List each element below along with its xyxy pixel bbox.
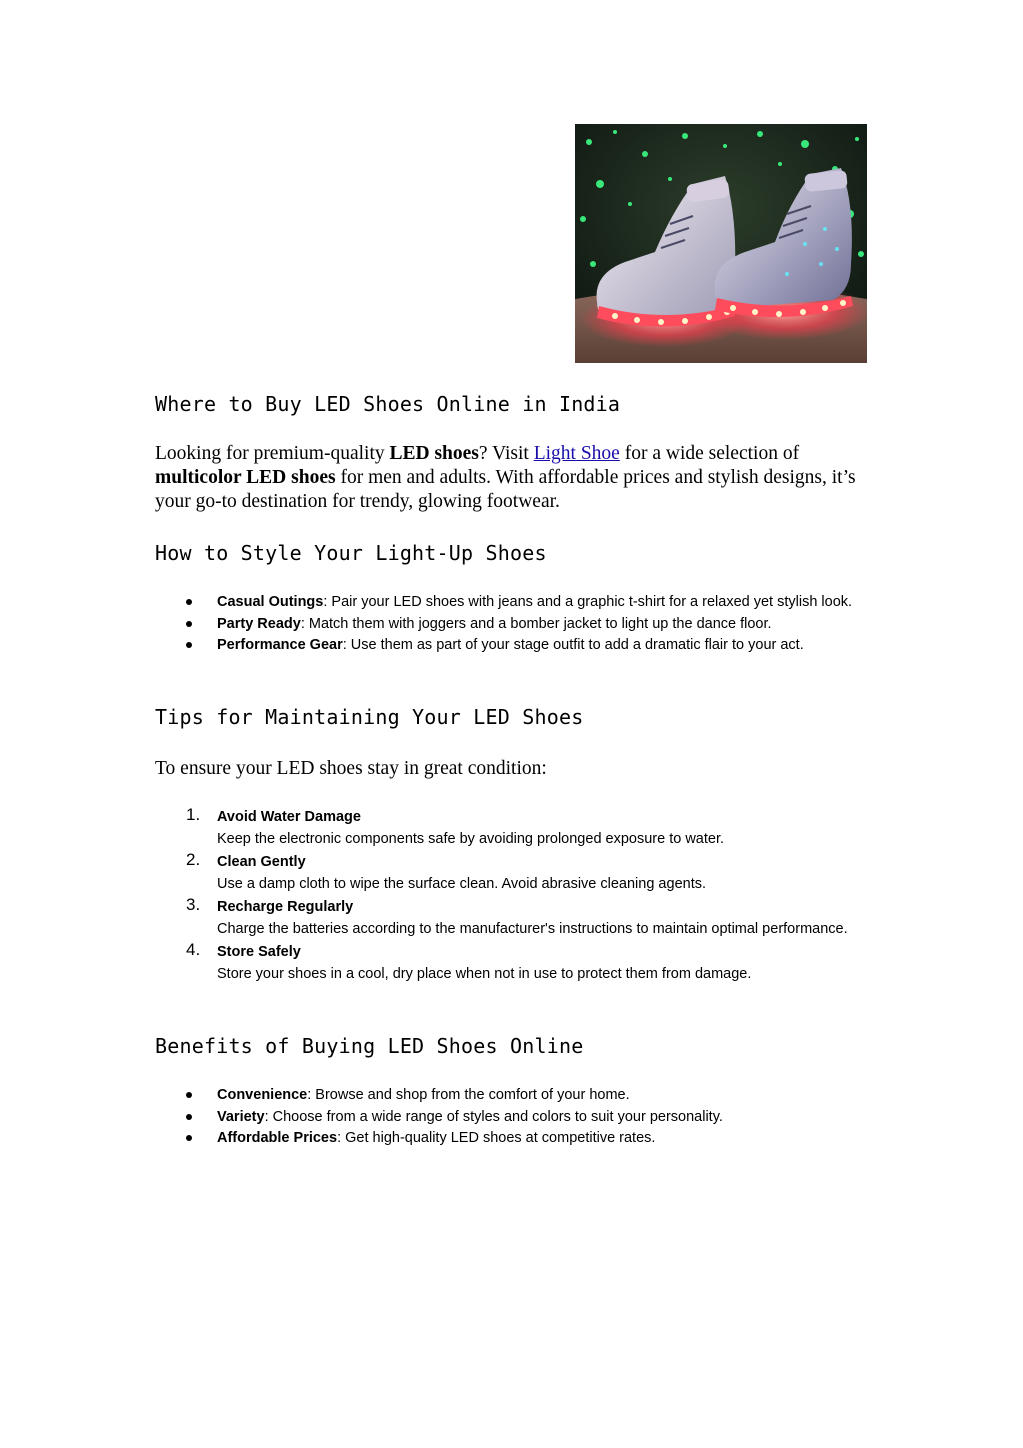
step-title: Recharge Regularly: [217, 899, 354, 915]
led-shoes-illustration: [575, 124, 867, 363]
list-item: [0, 1128, 857, 1150]
item-title: Affordable Prices: [217, 1130, 338, 1146]
item-title: Variety: [217, 1108, 265, 1125]
bullet-icon: [186, 642, 192, 648]
intro-text-end: for men and adults. With affordable prices and stylish designs, it’s your go-to destination for trendy, glowing footwear.: [155, 467, 856, 512]
bullet-icon: [186, 1114, 192, 1120]
step-description: Charge the batteries according to the manufacturer's instructions to maintain optimal performance.: [217, 920, 848, 937]
led-shoes-image: [575, 124, 867, 363]
maintenance-steps-list: [0, 807, 857, 987]
intro-text-start: Looking for premium-quality: [155, 443, 390, 464]
bullet-icon: [186, 1092, 192, 1098]
intro-bold-multicolor: multicolor LED shoes: [155, 467, 336, 488]
list-item: [0, 1107, 857, 1129]
step-number: 3.: [186, 895, 201, 914]
intro-paragraph: [155, 442, 870, 514]
item-text: : Match them with joggers and a bomber jacket to light up the dance floor.: [300, 615, 772, 632]
light-shoe-link[interactable]: Light Shoe: [533, 443, 620, 464]
item-text: : Get high-quality LED shoes at competitive rates.: [337, 1130, 656, 1146]
intro-text-mid2: for a wide selection of: [619, 443, 800, 464]
bullet-icon: [186, 599, 192, 605]
list-item: [0, 1085, 857, 1107]
item-text: : Use them as part of your stage outfit to add a dramatic flair to your act.: [342, 637, 804, 653]
list-item: [0, 614, 857, 636]
step-number: 4.: [186, 940, 201, 959]
heading-style: How to Style Your Light-Up Shoes: [155, 541, 547, 565]
tips-intro: To ensure your LED shoes stay in great condition:: [155, 758, 547, 779]
step-description: Keep the electronic components safe by avoiding prolonged exposure to water.: [217, 830, 725, 847]
list-item: [0, 635, 857, 657]
step-title: Avoid Water Damage: [217, 809, 361, 825]
item-text: : Pair your LED shoes with jeans and a graphic t-shirt for a relaxed yet stylish look.: [323, 594, 853, 610]
item-title: Convenience: [217, 1087, 308, 1103]
item-text: : Browse and shop from the comfort of your home.: [307, 1087, 630, 1103]
bullet-icon: [186, 621, 192, 627]
step-description: Store your shoes in a cool, dry place when not in use to protect them from damage.: [217, 965, 752, 982]
heading-tips: Tips for Maintaining Your LED Shoes: [155, 705, 584, 729]
intro-text-mid1: ? Visit: [478, 443, 534, 464]
step-title: Clean Gently: [217, 854, 306, 870]
list-item: [0, 942, 857, 985]
item-title: Performance Gear: [217, 637, 343, 653]
list-item: [0, 897, 857, 940]
step-title: Store Safely: [217, 944, 301, 960]
intro-bold-led-shoes: LED shoes: [389, 443, 479, 464]
step-number: 2.: [186, 850, 201, 869]
list-item: [0, 807, 857, 850]
step-number: 1.: [186, 805, 201, 824]
item-title: Party Ready: [217, 615, 301, 632]
bullet-icon: [186, 1135, 192, 1141]
item-text: : Choose from a wide range of styles and colors to suit your personality.: [264, 1108, 723, 1125]
list-item: [0, 592, 857, 614]
heading-benefits: Benefits of Buying LED Shoes Online: [155, 1034, 584, 1058]
list-item: [0, 852, 857, 895]
item-title: Casual Outings: [217, 594, 324, 610]
benefits-list: [0, 1085, 857, 1150]
style-tips-list: [0, 592, 857, 657]
heading-where-to-buy: Where to Buy LED Shoes Online in India: [155, 392, 621, 416]
step-description: Use a damp cloth to wipe the surface clean. Avoid abrasive cleaning agents.: [217, 875, 706, 892]
